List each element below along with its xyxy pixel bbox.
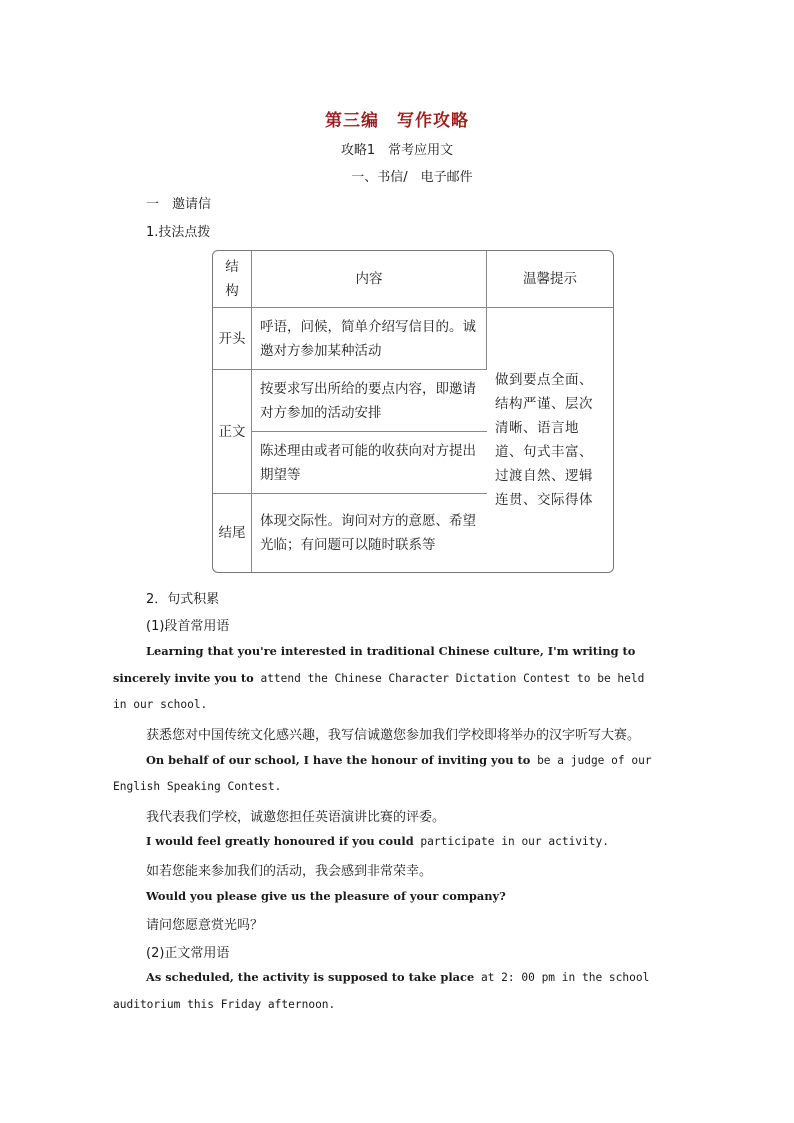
part2-heading: 2．句式积累 — [146, 592, 220, 607]
page-title: 第三编 写作攻略 — [325, 111, 469, 131]
structure-cell: 正文 — [213, 370, 252, 494]
content-cell: 按要求写出所给的要点内容，即邀请对方参加的活动安排 — [252, 370, 487, 432]
table-header-cell: 结构 — [213, 251, 252, 308]
tips-table — [212, 250, 614, 573]
part1-subheading: 1.技法点拨 — [146, 225, 211, 240]
sentence-2-key-phrase: On behalf of our school, I have the honour of inviting you to — [146, 753, 531, 767]
sentence-3-line-1 — [146, 834, 609, 849]
sentence-5-line-2: auditorium this Friday afternoon. — [113, 998, 336, 1011]
sentence-3-translation: 如若您能来参加我们的活动，我会感到非常荣幸。 — [146, 864, 433, 879]
sentence-1-rest: attend the Chinese Character Dictation Contest to be held — [253, 672, 645, 685]
section-title: 一、书信/ 电子邮件 — [351, 170, 473, 185]
content-cell: 陈述理由或者可能的收获向对方提出期望等 — [252, 432, 487, 494]
sentence-1-key-phrase: sincerely invite you to — [113, 671, 254, 685]
sentence-1-translation: 获悉您对中国传统文化感兴趣，我写信诚邀您参加我们学校即将举办的汉字听写大赛。 — [146, 728, 641, 743]
sentence-3-key-phrase: I would feel greatly honoured if you could — [146, 834, 414, 848]
sentence-4-line-1: Would you please give us the pleasure of your company? — [146, 889, 506, 903]
sentence-4-translation: 请问您愿意赏光吗？ — [146, 918, 264, 933]
tip-cell: 做到要点全面、结构严谨、层次清晰、语言地道、句式丰富、过渡自然、逻辑连贯、交际得体 — [495, 372, 593, 508]
sentence-1-line-3: in our school. — [113, 698, 208, 711]
sentence-5-line-1 — [146, 970, 649, 985]
part2-subheading-2: (2)正文常用语 — [146, 946, 230, 961]
sentence-3-rest: participate in our activity. — [413, 835, 609, 848]
sentence-5-rest: at 2: 00 pm in the school — [474, 971, 650, 984]
sentence-2-line-2: English Speaking Contest. — [113, 780, 282, 793]
table-row — [213, 308, 613, 370]
content-cell: 体现交际性。询问对方的意愿、希望光临；有问题可以随时联系等 — [260, 513, 476, 553]
structure-cell: 开头 — [213, 308, 252, 370]
structure-cell: 结尾 — [213, 494, 252, 572]
chapter-subtitle: 攻略1 常考应用文 — [340, 143, 454, 158]
table-header-cell: 内容 — [252, 251, 487, 308]
sentence-2-translation: 我代表我们学校，诚邀您担任英语演讲比赛的评委。 — [146, 810, 446, 825]
part2-subheading-1: (1)段首常用语 — [146, 619, 230, 634]
table-header-cell: 温馨提示 — [487, 251, 613, 308]
sentence-1-line-1: Learning that you're interested in traditional Chinese culture, I'm writing to — [146, 644, 636, 658]
sentence-5-key-phrase: As scheduled, the activity is supposed to take place — [146, 970, 475, 984]
sentence-1-line-2 — [113, 671, 644, 686]
part1-heading: 一 邀请信 — [146, 197, 212, 212]
table-header-row — [213, 251, 613, 308]
sentence-2-rest: be a judge of our — [530, 754, 652, 767]
sentence-2-line-1 — [146, 753, 652, 768]
content-cell: 呼语，问候，简单介绍写信目的。诚邀对方参加某种活动 — [252, 308, 487, 370]
